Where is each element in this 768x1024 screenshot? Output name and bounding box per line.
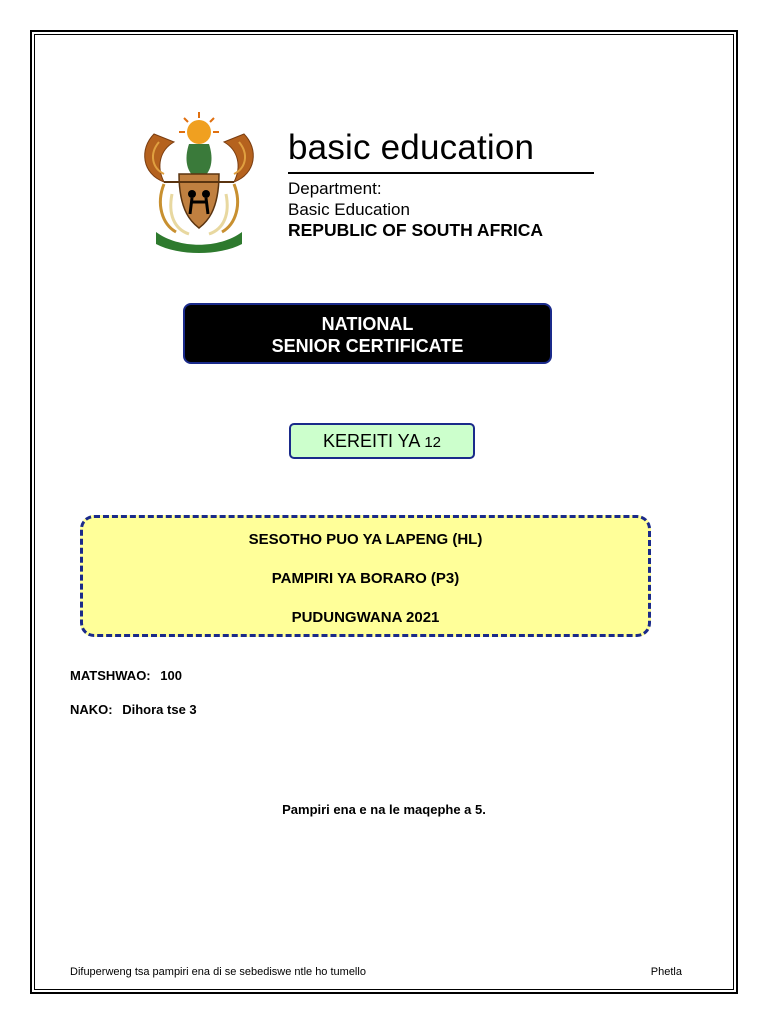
page-count-note: Pampiri ena e na le maqephe a 5. [282, 802, 486, 817]
country-name: REPUBLIC OF SOUTH AFRICA [288, 220, 544, 240]
department-name: Basic Education [288, 200, 410, 219]
certificate-line-2: SENIOR CERTIFICATE [271, 336, 464, 356]
exam-info-box [80, 515, 651, 637]
time-value: Dihora tse 3 [122, 702, 197, 717]
time-label: NAKO: [70, 702, 113, 717]
exam-session: PUDUNGWANA 2021 [291, 609, 440, 626]
grade-badge [289, 423, 475, 459]
brand-divider [288, 172, 594, 174]
subject-title: SESOTHO PUO YA LAPENG (HL) [248, 531, 483, 548]
grade-label: KEREITI YA [322, 431, 420, 451]
turn-over-label: Phetla [650, 966, 682, 978]
brand-title: basic education [288, 128, 535, 167]
department-logo [120, 100, 608, 262]
time-line [70, 702, 197, 717]
marks-value: 100 [160, 668, 182, 683]
marks-label: MATSHWAO: [70, 668, 151, 683]
paper-title: PAMPIRI YA BORARO (P3) [271, 570, 460, 587]
grade-number: 12 [424, 434, 442, 451]
coat-of-arms-icon [134, 104, 264, 254]
certificate-banner [183, 303, 552, 364]
certificate-line-1: NATIONAL [321, 314, 414, 334]
department-label: Department: [288, 179, 382, 198]
copyright-notice: Difuperweng tsa pampiri ena di se sebediswe ntle ho tumello [70, 966, 366, 978]
marks-line [70, 668, 182, 683]
